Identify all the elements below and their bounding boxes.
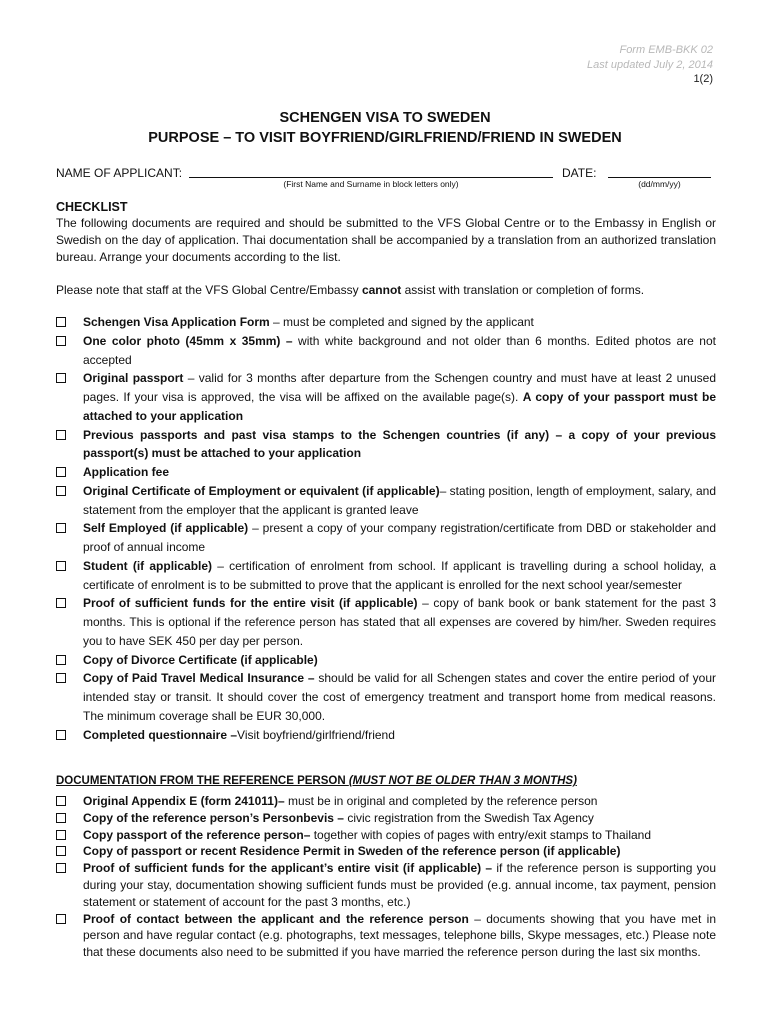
checkbox[interactable]	[56, 523, 66, 533]
item-title: Self Employed (if applicable)	[83, 521, 249, 536]
item-title: Original Appendix E (form 241011)–	[83, 794, 285, 808]
applicant-row	[56, 166, 716, 200]
note-emphasis: cannot	[361, 283, 402, 297]
checkbox[interactable]	[56, 863, 66, 873]
name-field[interactable]	[189, 177, 553, 178]
item-text: – documents showing that you have met in person and have regular contact (e.g. photographs, text messages, telephone bills, Skype messages, etc.) Please note that these documents also need to be submitted if you have married the reference person during the last six months.	[83, 911, 716, 960]
item-text: – certification of enrolment from school. If applicant is travelling during a school holiday, a certificate of enrolment is to be submitted to prove that the applicant is enrolled for the next school year/semester	[83, 558, 716, 592]
item-title: Copy of Divorce Certificate (if applicable)	[83, 652, 318, 667]
reference-item-passport-copy	[56, 827, 716, 844]
item-text: – stating position, length of employment, salary, and statement from the employer that the applicant is granted leave	[83, 483, 716, 517]
item-title: Student (if applicable)	[83, 558, 213, 573]
item-title: Proof of sufficient funds for the entire visit (if applicable)	[83, 596, 418, 611]
checkbox[interactable]	[56, 730, 66, 740]
checklist-item-divorce-certificate	[56, 651, 716, 670]
item-title: Copy of passport or recent Residence Permit in Sweden of the reference person (if applicable)	[83, 844, 621, 859]
checklist-item-passport	[56, 369, 716, 425]
document-title: SCHENGEN VISA TO SWEDEN	[279, 110, 491, 126]
item-text: must be in original and completed by the reference person	[284, 794, 598, 808]
form-number: Form EMB-BKK 02	[619, 44, 713, 56]
checklist-item-employment-certificate	[56, 482, 716, 520]
checkbox[interactable]	[56, 336, 66, 346]
date-hint: (dd/mm/yy)	[638, 179, 681, 189]
item-title: Proof of sufficient funds for the applicant’s entire visit (if applicable) –	[83, 861, 493, 876]
item-title: Application fee	[83, 465, 170, 479]
checklist-note	[56, 282, 716, 299]
checklist-item-previous-passports	[56, 426, 716, 464]
item-text: – must be completed and signed by the applicant	[269, 315, 534, 329]
item-title: Schengen Visa Application Form	[83, 315, 270, 329]
item-title: Copy of Paid Travel Medical Insurance –	[83, 671, 315, 686]
reference-item-residence-permit	[56, 843, 716, 860]
date-label: DATE:	[562, 166, 597, 180]
item-title: Completed questionnaire –	[83, 727, 238, 742]
checklist-item-self-employed	[56, 519, 716, 557]
item-text: should be valid for all Schengen states and cover the entire period of your intended stay or transit. It should cover the cost of emergency treatment and transport home from medical reasons. The minimum coverage shall be EUR 30,000.	[83, 671, 716, 723]
reference-items	[56, 793, 716, 961]
checkbox[interactable]	[56, 430, 66, 440]
checkbox[interactable]	[56, 655, 66, 665]
date-field[interactable]	[608, 177, 711, 178]
checklist-item-application-fee	[56, 463, 716, 482]
item-title: Original Certificate of Employment or equivalent (if applicable)	[83, 483, 440, 498]
item-text: – copy of bank book or bank statement for the past 3 months. This is optional if the reference person has stated that all expenses are covered by him/her. Sweden requires you to have SEK 450 per day per person.	[83, 596, 716, 648]
item-text: civic registration from the Swedish Tax Agency	[343, 810, 594, 825]
reference-item-personbevis	[56, 810, 716, 827]
checkbox[interactable]	[56, 317, 66, 327]
item-text: if the reference person is supporting you during your stay, documentation showing sufficient funds must be provided (e.g. annual income, tax payment, pension statement or statement of account for the past 3 months, etc.)	[83, 861, 716, 909]
checklist-item-photo	[56, 332, 716, 370]
checklist-item-questionnaire	[56, 726, 716, 745]
reference-heading-note: (MUST NOT BE OLDER THAN 3 MONTHS)	[348, 775, 577, 787]
checkbox[interactable]	[56, 914, 66, 924]
checklist-items	[56, 313, 716, 744]
item-title: One color photo (45mm x 35mm) –	[83, 333, 293, 348]
checkbox[interactable]	[56, 598, 66, 608]
checklist-item-student	[56, 557, 716, 595]
item-title: Previous passports and past visa stamps to the Schengen countries (if any) – a copy of your previous passport(s) must be attached to your application	[83, 427, 716, 461]
reference-heading	[56, 775, 577, 787]
last-updated: Last updated July 2, 2014	[587, 58, 713, 71]
item-title: Copy of the reference person’s Personbevis –	[83, 810, 344, 825]
reference-item-funds	[56, 860, 716, 910]
checkbox[interactable]	[56, 830, 66, 840]
checklist-item-travel-insurance	[56, 669, 716, 725]
item-text: Visit boyfriend/girlfriend/friend	[237, 727, 395, 742]
item-text: together with copies of pages with entry/exit stamps to Thailand	[310, 827, 652, 842]
document-subtitle: PURPOSE – TO VISIT BOYFRIEND/GIRLFRIEND/FRIEND IN SWEDEN	[148, 130, 622, 146]
item-title: Original passport	[83, 371, 184, 386]
checkbox[interactable]	[56, 846, 66, 856]
reference-item-appendix-e	[56, 793, 716, 810]
reference-heading-text: DOCUMENTATION FROM THE REFERENCE PERSON	[56, 775, 349, 787]
item-title: Proof of contact between the applicant and the reference person	[83, 911, 469, 926]
checklist-intro: The following documents are required and should be submitted to the VFS Global Centre or to the Embassy in English or Swedish on the day of application. Thai documentation shall be accompanied by a translation from an authorized translation bureau. Arrange your documents according to the list.	[56, 216, 716, 265]
item-text: – valid for 3 months after departure from the Schengen country and must have at least 2 unused pages. If your visa is approved, the visa will be affixed on the available page(s).	[83, 371, 716, 404]
checkbox[interactable]	[56, 373, 66, 383]
item-title: Copy passport of the reference person–	[83, 827, 311, 842]
checklist-heading: CHECKLIST	[56, 200, 128, 214]
checklist-item-sufficient-funds	[56, 594, 716, 650]
item-emphasis: A copy of your passport must be attached to your application	[83, 390, 716, 423]
form-meta	[587, 43, 713, 87]
item-text: – present a copy of your company registration/certificate from DBD or stakeholder and proof of annual income	[83, 521, 717, 554]
checklist-item-application-form	[56, 313, 716, 332]
name-label: NAME OF APPLICANT:	[56, 166, 183, 180]
checkbox[interactable]	[56, 467, 66, 477]
checkbox[interactable]	[56, 673, 66, 683]
checkbox[interactable]	[56, 486, 66, 496]
checkbox[interactable]	[56, 561, 66, 571]
item-text: with white background and not older than 6 months. Edited photos are not accepted	[83, 333, 716, 367]
note-text-start: Please note that staff at the VFS Global Centre/Embassy	[56, 283, 362, 297]
checkbox[interactable]	[56, 813, 66, 823]
note-text-end: assist with translation or completion of forms.	[401, 283, 645, 297]
checkbox[interactable]	[56, 796, 66, 806]
page-number: 1(2)	[693, 73, 713, 85]
reference-item-proof-of-contact	[56, 911, 716, 961]
name-hint: (First Name and Surname in block letters only)	[283, 179, 459, 189]
